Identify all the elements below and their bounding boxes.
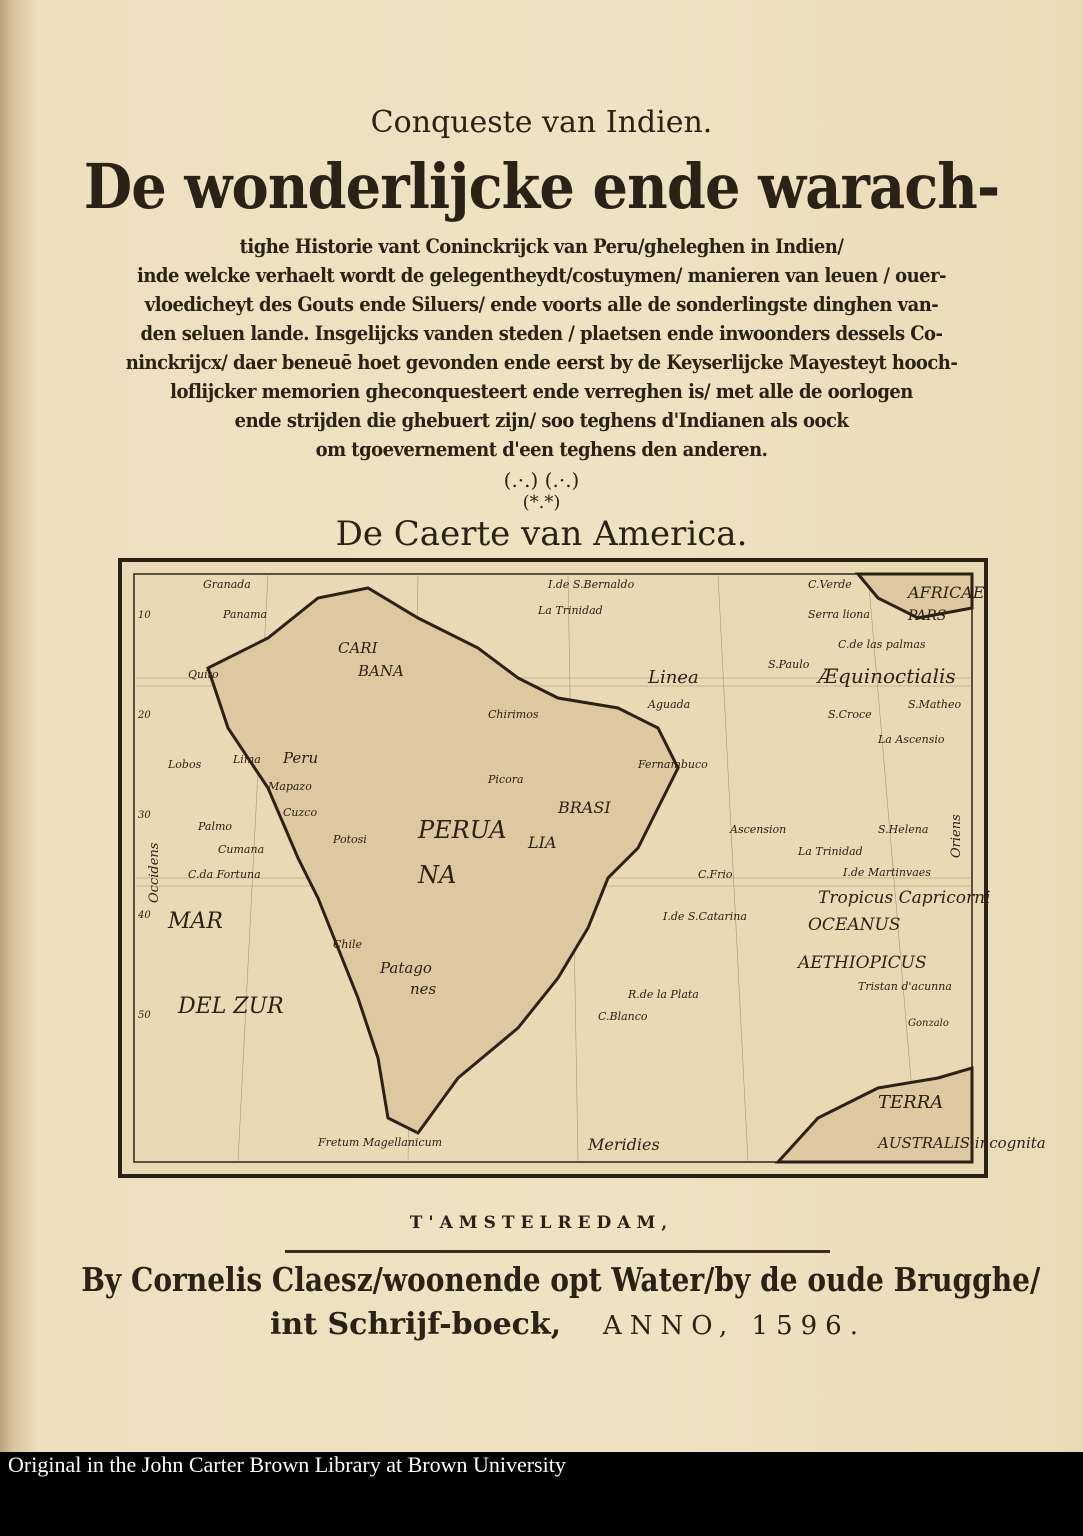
map-label-spaulo: S.Paulo [768,658,810,671]
map-label-cuzco: Cuzco [283,806,318,819]
map-label-delzur: DEL ZUR [178,994,284,1019]
map-label-palmo: Palmo [198,820,233,833]
latitude-tick: 40 [138,910,151,921]
map-label-aguada: Aguada [648,698,691,711]
map-label-peruana2: NA [418,861,457,889]
map-label-tristan: Tristan d'acunna [858,980,952,993]
latitude-tick: 20 [138,710,151,721]
imprint-city: T'AMSTELREDAM, [409,1213,674,1233]
map-label-chile: Chile [333,938,363,951]
map-label-scroce: S.Croce [828,708,872,721]
map-label-trinidad: La Trinidad [538,604,603,617]
map-label-lima: Lima [233,753,261,766]
imprint-line-1: By Cornelis Claesz/woonende opt Water/by de oude Brugghe/ [81,1260,1041,1299]
map-label-meridies: Meridies [588,1135,660,1154]
map-label-chirimos: Chirimos [488,708,539,721]
title-body-line: vloedicheyt des Gouts ende Siluers/ ende voorts alle de sonderlingste dinghen van- [144,292,939,316]
map-label-mapazo: Mapazo [268,780,312,793]
map-label-nes: nes [410,980,437,998]
map-label-fernambuco: Fernambuco [638,758,708,771]
map-label-aequ: Æquinoctialis [818,664,956,688]
map-label-fretum: Fretum Magellanicum [318,1136,443,1149]
map-label-ltrinidad: La Trinidad [798,845,863,858]
title-body-line: tighe Historie vant Coninckrijck van Peru/gheleghen in Indien/ [239,234,844,258]
title-body-line: loflijcker memorien gheconquesteert ende verreghen is/ met alle de oorlogen [170,379,913,403]
map-label-cfrio: C.Frio [698,868,733,881]
map-label-oceanus: OCEANUS [808,915,901,935]
title-body-line: den seluen lande. Insgelijcks vanden steden / plaetsen ende inwoonders dessels Co- [140,321,943,345]
imprint-line-2 [270,1306,866,1345]
map-label-sbernaldo: I.de S.Bernaldo [548,578,635,591]
map-label-serra: Serra liona [808,608,870,621]
map-label-granada: Granada [203,578,251,591]
map-label-bana: BANA [358,662,404,680]
map-label-tropicus: Tropicus Capricorni [818,888,991,908]
map-label-cari: CARI [338,639,378,657]
map-label-martinvaes: I.de Martinvaes [843,866,931,879]
latitude-tick: 10 [138,610,151,621]
title-top: Conqueste van Indien. [370,105,713,140]
map-label-africa: AFRICAE [908,583,985,602]
map-label-brasil: BRASI [558,798,611,817]
map-label-shelena: S.Helena [878,823,929,836]
imprint-year: ANNO, 1596. [602,1311,866,1341]
map-label-australis: AUSTRALIS incognita [878,1134,1046,1152]
map-label-lia: LIA [528,833,557,852]
divider-rule [285,1250,830,1253]
map-label-ascension: Ascension [730,823,787,836]
title-body-line: inde welcke verhaelt wordt de gelegentheydt/costuymen/ manieren van leuen / ouer- [137,263,946,287]
ornament-2: (*.*) [522,492,561,513]
ornament: (.·.) (.·.) [503,468,580,492]
map-label-peruana1: PERUA [418,816,507,844]
map-label-peru: Peru [283,749,319,767]
map-of-america [118,558,1046,1178]
map-label-cfortuna: C.da Fortuna [188,868,261,881]
title-main: De wonderlijcke ende warach- [83,150,1000,223]
latitude-tick: 30 [138,810,151,821]
imprint-sign: int Schrijf-boeck, [270,1307,562,1342]
map-label-potosi: Potosi [333,833,367,846]
map-label-cblanco: C.Blanco [598,1010,648,1023]
map-label-linea: Linea [648,667,699,688]
map-label-terra: TERRA [878,1092,944,1113]
map-label-occidens: Occidens [147,842,162,903]
map-label-smatheo: S.Matheo [908,698,962,711]
footer-credit: Original in the John Carter Brown Library at Brown University [8,1452,566,1477]
map-label-cverde: C.Verde [808,578,852,591]
map-label-lobos: Lobos [168,758,202,771]
map-label-scatarina: I.de S.Catarina [663,910,747,923]
title-body-line: om tgoevernement d'een teghens den anderen. [315,437,768,461]
map-title: De Caerte van America. [335,514,748,554]
map-label-picora: Picora [488,773,524,786]
latitude-tick: 50 [138,1010,151,1021]
map-label-mar: MAR [168,909,223,934]
map-label-ascensio: La Ascensio [878,733,945,746]
map-label-panama: Panama [223,608,268,621]
map-label-pars: PARS [908,608,947,624]
map-label-patago: Patago [380,959,432,977]
map-label-aethiopicus: AETHIOPICUS [798,953,927,973]
map-label-cumana: Cumana [218,843,265,856]
title-body-line: ende strijden die ghebuert zijn/ soo teghens d'Indianen als oock [234,408,849,432]
map-label-palmas: C.de las palmas [838,638,926,651]
footer-bar [0,1452,1083,1536]
map-label-quito: Quito [188,668,219,681]
title-body-line: ninckrijcx/ daer beneuē hoet gevonden ende eerst by de Keyserlijcke Mayesteyt hooch- [125,350,958,374]
map-label-oriens: Oriens [949,814,964,858]
map-label-gonzalo: Gonzalo [908,1018,949,1029]
map-label-plata: R.de la Plata [628,988,699,1001]
